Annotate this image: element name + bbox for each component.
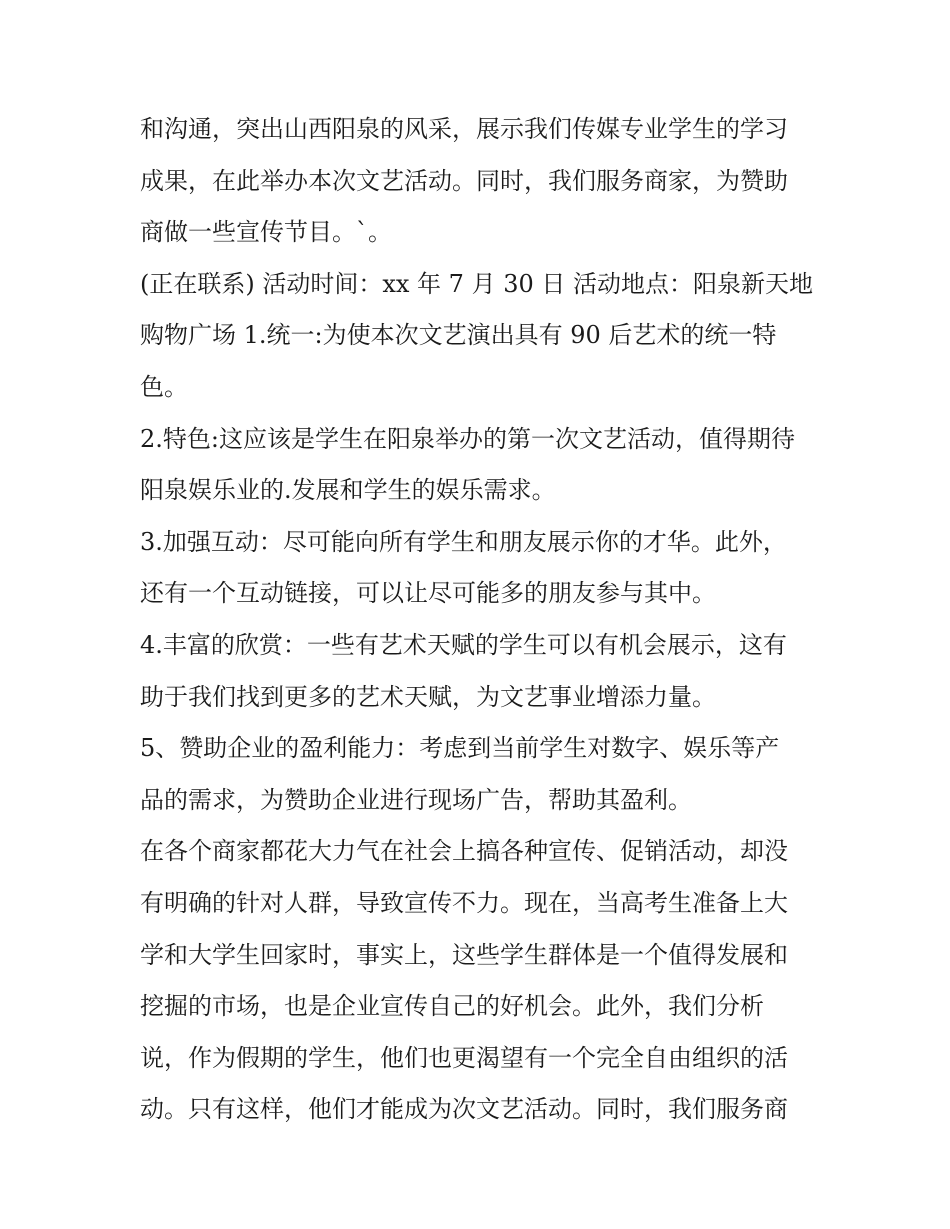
text-line: 和沟通，突出山西阳泉的风采，展示我们传媒专业学生的学习 — [140, 115, 788, 143]
text-line: 4.丰富的欣赏：一些有艺术天赋的学生可以有机会展示，这有 — [140, 630, 787, 659]
text-line: 3.加强互动：尽可能向所有学生和朋友展示你的才华。此外， — [140, 527, 787, 556]
text-line: 有明确的针对人群，导致宣传不力。现在，当高考生准备上大 — [140, 888, 788, 917]
text-line: 说，作为假期的学生，他们也更渴望有一个完全自由组织的活 — [140, 1043, 788, 1072]
text-line: 动。只有这样，他们才能成为次文艺活动。同时，我们服务商 — [140, 1095, 788, 1124]
text-line: 商做一些宣传节目。`。 — [140, 218, 392, 247]
text-line: 购物广场 1.统一:为使本次文艺演出具有 90 后艺术的统一特 — [140, 321, 777, 350]
text-line: 在各个商家都花大力气在社会上搞各种宣传、促销活动，却没 — [140, 837, 788, 866]
text-line: 还有一个互动链接，可以让尽可能多的朋友参与其中。 — [140, 579, 716, 608]
text-line: 5、赞助企业的盈利能力：考虑到当前学生对数字、娱乐等产 — [140, 734, 780, 763]
text-line: 色。 — [140, 372, 188, 401]
text-line: 助于我们找到更多的艺术天赋，为文艺事业增添力量。 — [140, 682, 716, 711]
text-line: 学和大学生回家时，事实上，这些学生群体是一个值得发展和 — [140, 940, 788, 969]
body-text — [140, 104, 820, 1136]
text-line: 2.特色:这应该是学生在阳泉举办的第一次文艺活动，值得期待 — [140, 424, 795, 453]
text-line: 阳泉娱乐业的.发展和学生的娱乐需求。 — [140, 476, 556, 505]
text-line: 成果，在此举办本次文艺活动。同时，我们服务商家，为赞助 — [140, 166, 788, 195]
text-line: 品的需求，为赞助企业进行现场广告，帮助其盈利。 — [140, 785, 692, 814]
text-line: 挖掘的市场，也是企业宣传自己的好机会。此外，我们分析 — [140, 992, 764, 1021]
text-line: (正在联系) 活动时间：xx 年 7 月 30 日 活动地点：阳泉新天地 — [140, 269, 814, 298]
